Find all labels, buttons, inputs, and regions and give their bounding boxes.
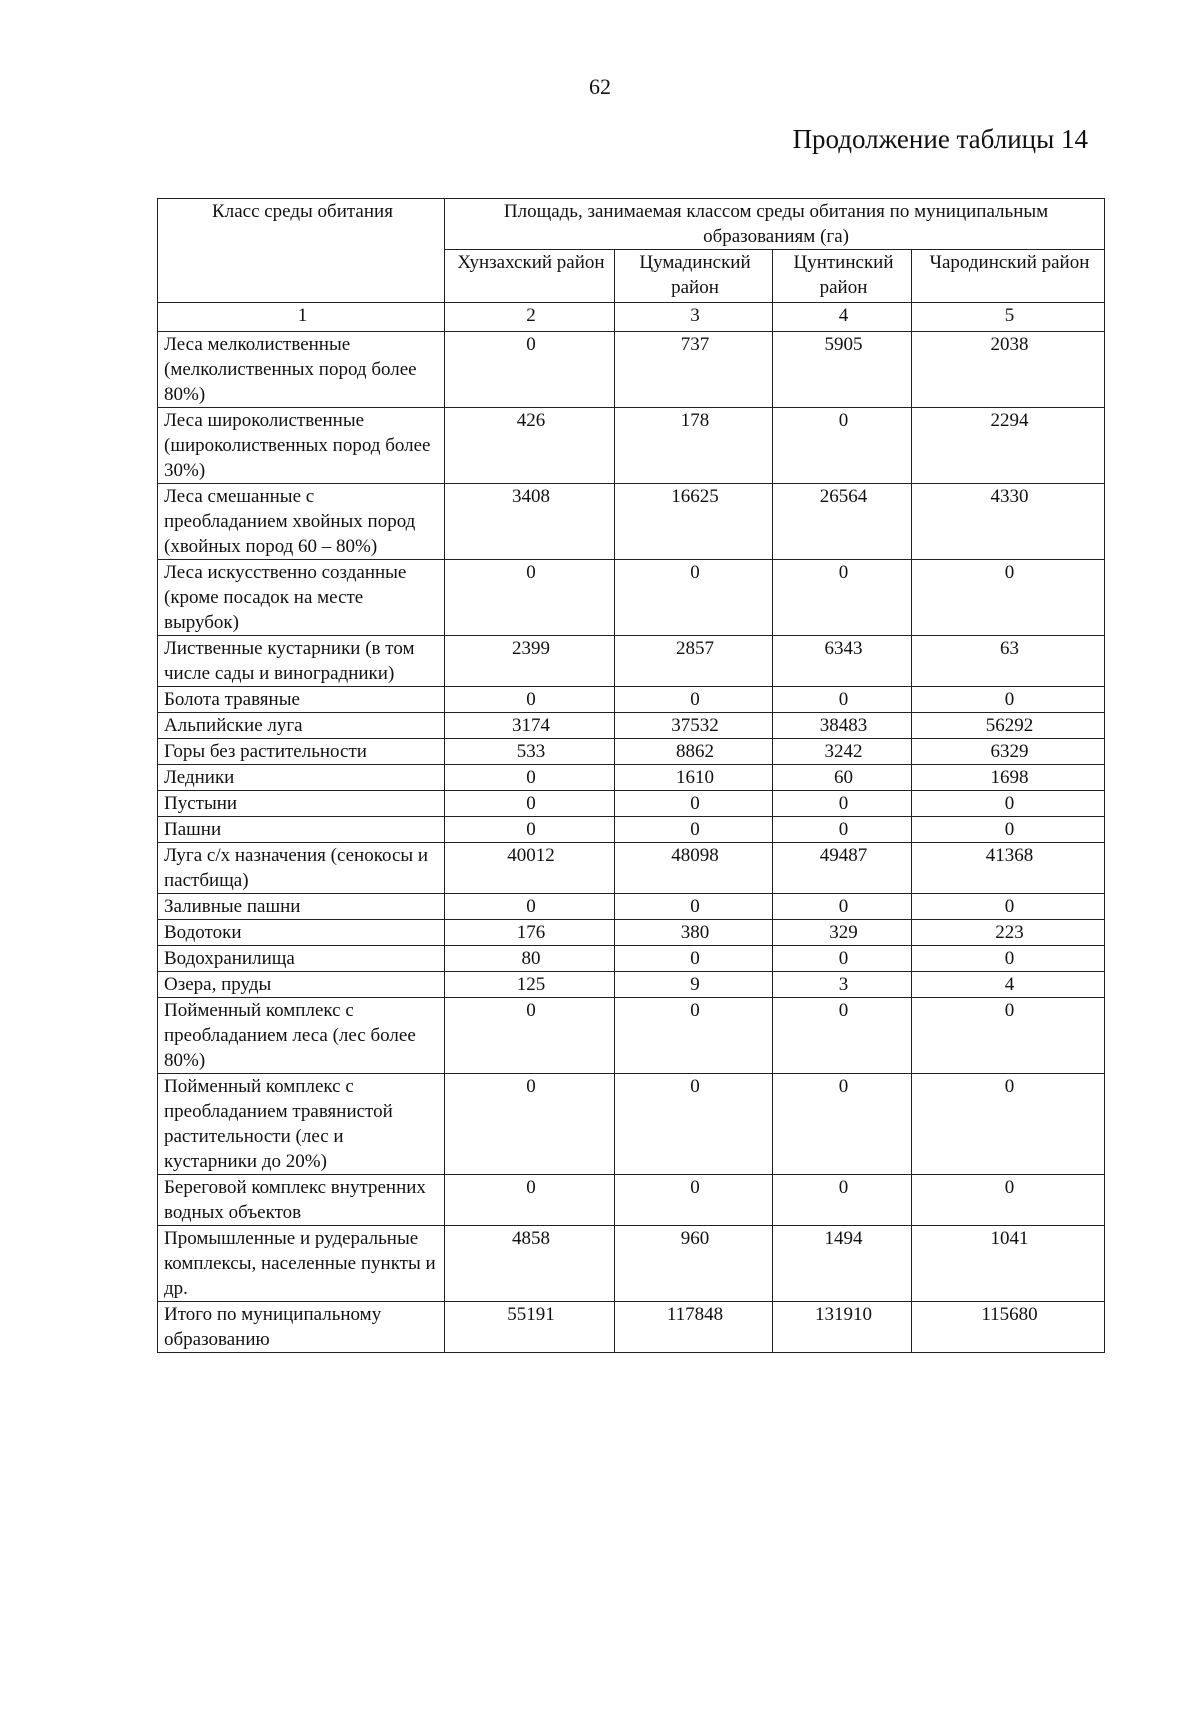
table-row — [158, 1302, 1105, 1353]
area-value-cell: 40012 — [445, 843, 615, 894]
area-value-cell: 0 — [445, 332, 615, 408]
area-value-cell: 0 — [615, 1175, 773, 1226]
table-row — [158, 713, 1105, 739]
habitat-class-cell: Водотоки — [158, 920, 445, 946]
area-value-cell: 56292 — [912, 713, 1105, 739]
habitat-class-cell: Ледники — [158, 765, 445, 791]
habitat-class-cell: Леса широколиственные (широколиственных пород более 30%) — [158, 408, 445, 484]
area-value-cell: 0 — [615, 998, 773, 1074]
area-value-cell: 0 — [912, 687, 1105, 713]
area-value-cell: 0 — [773, 408, 912, 484]
table-row — [158, 817, 1105, 843]
table-row — [158, 946, 1105, 972]
table-row — [158, 765, 1105, 791]
habitat-class-cell: Леса искусственно созданные (кроме посадок на месте вырубок) — [158, 560, 445, 636]
area-value-cell: 48098 — [615, 843, 773, 894]
habitat-class-cell: Пустыни — [158, 791, 445, 817]
area-value-cell: 0 — [615, 1074, 773, 1175]
area-value-cell: 0 — [445, 1074, 615, 1175]
table-row — [158, 739, 1105, 765]
area-value-cell: 0 — [773, 687, 912, 713]
area-value-cell: 6329 — [912, 739, 1105, 765]
area-value-cell: 3408 — [445, 484, 615, 560]
area-value-cell: 0 — [615, 946, 773, 972]
area-value-cell: 0 — [773, 817, 912, 843]
area-value-cell: 0 — [445, 817, 615, 843]
area-value-cell: 960 — [615, 1226, 773, 1302]
area-value-cell: 1698 — [912, 765, 1105, 791]
area-value-cell: 3242 — [773, 739, 912, 765]
area-value-cell: 80 — [445, 946, 615, 972]
habitat-class-cell: Промышленные и рудеральные комплексы, населенные пункты и др. — [158, 1226, 445, 1302]
area-value-cell: 125 — [445, 972, 615, 998]
area-value-cell: 0 — [615, 687, 773, 713]
habitat-class-cell: Луга с/х назначения (сенокосы и пастбища) — [158, 843, 445, 894]
district-header: Цумадинский район — [615, 250, 773, 303]
habitat-class-cell: Горы без растительности — [158, 739, 445, 765]
area-value-cell: 37532 — [615, 713, 773, 739]
area-value-cell: 2294 — [912, 408, 1105, 484]
area-value-cell: 0 — [615, 817, 773, 843]
habitat-class-cell: Лиственные кустарники (в том числе сады и виноградники) — [158, 636, 445, 687]
area-value-cell: 49487 — [773, 843, 912, 894]
table-row — [158, 1074, 1105, 1175]
area-value-cell: 16625 — [615, 484, 773, 560]
area-value-cell: 5905 — [773, 332, 912, 408]
area-value-cell: 0 — [773, 1175, 912, 1226]
column-number-row — [158, 303, 1105, 332]
area-value-cell: 2857 — [615, 636, 773, 687]
area-value-cell: 0 — [912, 1175, 1105, 1226]
table-row — [158, 636, 1105, 687]
area-value-cell: 2038 — [912, 332, 1105, 408]
class-column-header: Класс среды обитания — [158, 199, 445, 303]
area-value-cell: 1610 — [615, 765, 773, 791]
area-value-cell: 0 — [912, 817, 1105, 843]
habitat-class-cell: Заливные пашни — [158, 894, 445, 920]
area-value-cell: 0 — [773, 946, 912, 972]
area-value-cell: 2399 — [445, 636, 615, 687]
area-value-cell: 26564 — [773, 484, 912, 560]
table-row — [158, 894, 1105, 920]
habitat-class-cell: Болота травяные — [158, 687, 445, 713]
district-header: Чародинский район — [912, 250, 1105, 303]
area-value-cell: 0 — [773, 894, 912, 920]
area-value-cell: 0 — [445, 1175, 615, 1226]
area-value-cell: 329 — [773, 920, 912, 946]
area-value-cell: 115680 — [912, 1302, 1105, 1353]
habitat-class-cell: Озера, пруды — [158, 972, 445, 998]
habitat-class-cell: Пашни — [158, 817, 445, 843]
area-value-cell: 117848 — [615, 1302, 773, 1353]
area-value-cell: 0 — [615, 791, 773, 817]
area-value-cell: 3174 — [445, 713, 615, 739]
table-row — [158, 332, 1105, 408]
area-value-cell: 0 — [615, 560, 773, 636]
area-value-cell: 0 — [445, 894, 615, 920]
area-value-cell: 0 — [773, 560, 912, 636]
table-row — [158, 843, 1105, 894]
area-group-header: Площадь, занимаемая классом среды обитания по муниципальным образованиям (га) — [445, 199, 1105, 250]
district-header: Хунзахский район — [445, 250, 615, 303]
area-value-cell: 0 — [445, 687, 615, 713]
habitat-class-cell: Альпийские луга — [158, 713, 445, 739]
area-value-cell: 0 — [445, 998, 615, 1074]
area-value-cell: 41368 — [912, 843, 1105, 894]
area-value-cell: 178 — [615, 408, 773, 484]
table-header-row — [158, 199, 1105, 250]
habitat-class-cell: Пойменный комплекс с преобладанием травянистой растительности (лес и кустарники до 20%) — [158, 1074, 445, 1175]
area-value-cell: 0 — [912, 946, 1105, 972]
area-value-cell: 0 — [773, 998, 912, 1074]
area-value-cell: 6343 — [773, 636, 912, 687]
area-value-cell: 0 — [912, 998, 1105, 1074]
area-value-cell: 4 — [912, 972, 1105, 998]
area-value-cell: 0 — [912, 894, 1105, 920]
area-value-cell: 426 — [445, 408, 615, 484]
area-value-cell: 1041 — [912, 1226, 1105, 1302]
area-value-cell: 0 — [445, 560, 615, 636]
table-row — [158, 998, 1105, 1074]
area-value-cell: 380 — [615, 920, 773, 946]
area-value-cell: 0 — [773, 791, 912, 817]
table-row — [158, 408, 1105, 484]
habitat-class-cell: Пойменный комплекс с преобладанием леса (лес более 80%) — [158, 998, 445, 1074]
table-row — [158, 791, 1105, 817]
column-number: 2 — [445, 303, 615, 332]
habitat-class-cell: Водохранилища — [158, 946, 445, 972]
column-number: 1 — [158, 303, 445, 332]
area-value-cell: 3 — [773, 972, 912, 998]
area-value-cell: 8862 — [615, 739, 773, 765]
area-value-cell: 55191 — [445, 1302, 615, 1353]
habitat-class-cell: Леса смешанные с преобладанием хвойных пород (хвойных пород 60 – 80%) — [158, 484, 445, 560]
area-value-cell: 38483 — [773, 713, 912, 739]
table-row — [158, 560, 1105, 636]
area-value-cell: 0 — [445, 765, 615, 791]
area-value-cell: 4330 — [912, 484, 1105, 560]
habitat-class-cell: Береговой комплекс внутренних водных объектов — [158, 1175, 445, 1226]
table-row — [158, 1175, 1105, 1226]
habitat-class-cell: Леса мелколиственные (мелколиственных пород более 80%) — [158, 332, 445, 408]
table-row — [158, 920, 1105, 946]
area-value-cell: 63 — [912, 636, 1105, 687]
habitat-class-cell: Итого по муниципальному образованию — [158, 1302, 445, 1353]
area-value-cell: 131910 — [773, 1302, 912, 1353]
area-value-cell: 0 — [615, 894, 773, 920]
area-value-cell: 223 — [912, 920, 1105, 946]
habitat-area-table — [157, 198, 1105, 1353]
continuation-title: Продолжение таблицы 14 — [792, 124, 1088, 154]
area-value-cell: 0 — [912, 560, 1105, 636]
area-value-cell: 0 — [773, 1074, 912, 1175]
area-value-cell: 533 — [445, 739, 615, 765]
column-number: 5 — [912, 303, 1105, 332]
area-value-cell: 0 — [912, 791, 1105, 817]
area-value-cell: 1494 — [773, 1226, 912, 1302]
table-row — [158, 1226, 1105, 1302]
column-number: 4 — [773, 303, 912, 332]
area-value-cell: 4858 — [445, 1226, 615, 1302]
table-row — [158, 484, 1105, 560]
page-number: 62 — [589, 74, 611, 99]
area-value-cell: 0 — [445, 791, 615, 817]
area-value-cell: 0 — [912, 1074, 1105, 1175]
district-header: Цунтинский район — [773, 250, 912, 303]
area-value-cell: 60 — [773, 765, 912, 791]
area-value-cell: 176 — [445, 920, 615, 946]
table-row — [158, 687, 1105, 713]
area-value-cell: 9 — [615, 972, 773, 998]
area-value-cell: 737 — [615, 332, 773, 408]
column-number: 3 — [615, 303, 773, 332]
table-row — [158, 972, 1105, 998]
